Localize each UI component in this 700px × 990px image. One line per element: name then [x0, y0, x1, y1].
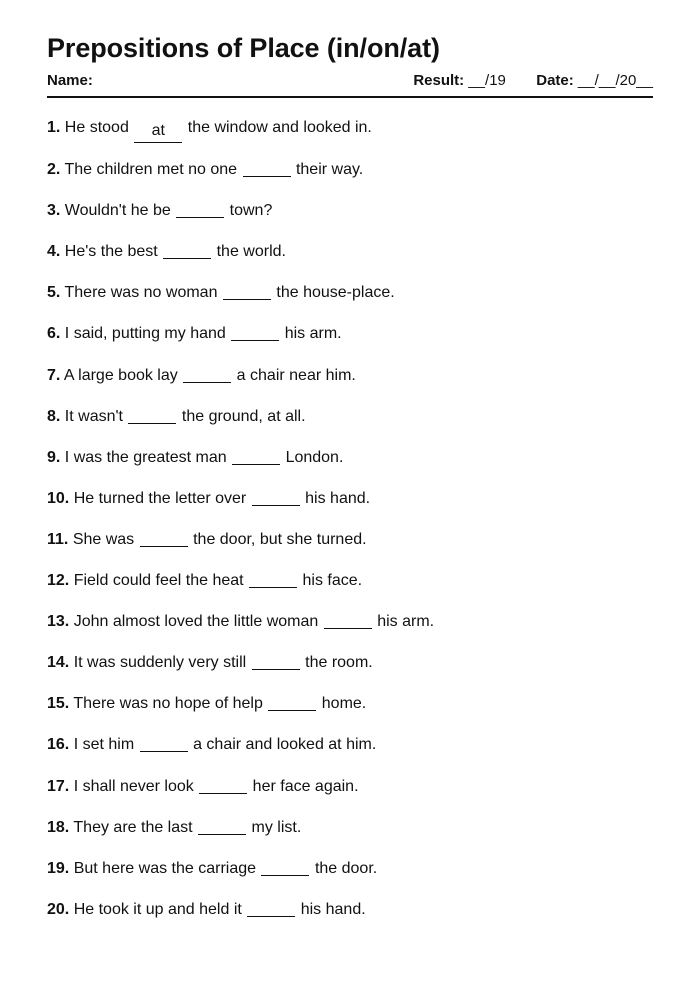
question-number: 19. — [47, 859, 70, 877]
result-date-group — [413, 71, 653, 91]
question-text-before: He took it up and held it — [73, 900, 242, 918]
result-value: __/19 — [468, 72, 506, 89]
answer-blank[interactable] — [249, 569, 297, 588]
question-text-after: a chair near him. — [236, 366, 356, 384]
question-item — [47, 199, 653, 240]
question-text-before: It was suddenly very still — [73, 654, 247, 672]
question-text-after: the door, but she turned. — [193, 530, 367, 548]
question-number: 9. — [47, 448, 61, 466]
answer-blank[interactable] — [231, 322, 279, 341]
question-text-before: But here was the carriage — [73, 859, 257, 877]
question-text-after: the window and looked in. — [187, 119, 372, 136]
question-text-before: He turned the letter over — [73, 489, 247, 507]
question-text-after: his hand. — [300, 900, 366, 918]
answer-blank[interactable] — [268, 692, 316, 711]
answer-blank[interactable] — [261, 857, 309, 876]
answer-blank[interactable] — [243, 158, 291, 177]
question-text-after: the world. — [216, 243, 286, 261]
answer-blank[interactable] — [163, 240, 211, 259]
question-text-before: There was no hope of help — [73, 695, 263, 713]
question-number: 17. — [47, 777, 70, 795]
question-number: 5. — [47, 284, 61, 302]
question-text-after: town? — [229, 202, 273, 220]
question-text-before: He's the best — [64, 243, 158, 261]
question-number: 1. — [47, 119, 61, 136]
question-number: 7. — [47, 366, 61, 384]
question-item — [47, 364, 653, 405]
question-text-after: his arm. — [284, 325, 342, 343]
question-text-before: John almost loved the little woman — [73, 613, 319, 631]
answer-blank[interactable] — [247, 898, 295, 917]
name-label: Name: — [47, 72, 93, 89]
question-item — [47, 281, 653, 322]
question-number: 8. — [47, 407, 61, 425]
question-number: 14. — [47, 654, 70, 672]
question-text-after: her face again. — [252, 777, 359, 795]
page-title: Prepositions of Place (in/on/at) — [47, 33, 440, 63]
question-item — [47, 733, 653, 774]
question-text-before: A large book lay — [63, 366, 178, 384]
answer-blank[interactable] — [199, 775, 247, 794]
question-text-after: my list. — [251, 818, 302, 836]
question-text-before: Field could feel the heat — [73, 572, 244, 590]
question-item — [47, 446, 653, 487]
question-text-after: the house-place. — [276, 284, 395, 302]
question-text-before: Wouldn't he be — [64, 202, 171, 220]
question-number: 3. — [47, 202, 61, 220]
question-text-before: He stood — [64, 119, 129, 136]
date-label: Date: — [536, 72, 574, 89]
question-text-after: a chair and looked at him. — [193, 736, 377, 754]
answer-text: at — [151, 122, 165, 139]
answer-blank[interactable] — [134, 124, 182, 143]
header-divider — [47, 96, 653, 98]
answer-blank[interactable] — [128, 405, 176, 424]
question-item — [47, 651, 653, 692]
result-label: Result: — [413, 72, 465, 89]
question-item — [47, 898, 653, 939]
question-text-before: I said, putting my hand — [64, 325, 226, 343]
question-number: 4. — [47, 243, 61, 261]
question-item — [47, 569, 653, 610]
question-text-before: It wasn't — [64, 407, 123, 425]
question-item — [47, 816, 653, 857]
question-text-before: The children met no one — [64, 161, 238, 179]
question-number: 18. — [47, 818, 70, 836]
question-text-after: his hand. — [305, 489, 371, 507]
answer-blank[interactable] — [232, 446, 280, 465]
answer-blank[interactable] — [252, 487, 300, 506]
question-item — [47, 158, 653, 199]
question-text-before: There was no woman — [64, 284, 218, 302]
question-text-before: They are the last — [73, 818, 193, 836]
question-text-before: I set him — [73, 736, 135, 754]
question-text-after: the door. — [314, 859, 378, 877]
question-item — [47, 528, 653, 569]
question-number: 20. — [47, 900, 70, 918]
question-text-after: London. — [285, 448, 344, 466]
question-number: 11. — [47, 530, 69, 548]
question-text-after: their way. — [295, 161, 364, 179]
date-value: __/__/20__ — [577, 72, 653, 89]
question-item — [47, 240, 653, 281]
question-item — [47, 610, 653, 651]
question-number: 12. — [47, 572, 70, 590]
question-item — [47, 117, 653, 158]
question-text-after: his face. — [302, 572, 363, 590]
question-text-after: his arm. — [377, 613, 435, 631]
question-item — [47, 405, 653, 446]
question-text-after: home. — [321, 695, 367, 713]
answer-blank[interactable] — [183, 364, 231, 383]
question-number: 13. — [47, 613, 70, 631]
question-item — [47, 857, 653, 898]
question-text-before: I shall never look — [73, 777, 194, 795]
question-text-after: the ground, at all. — [181, 407, 306, 425]
question-text-after: the room. — [305, 654, 373, 672]
answer-blank[interactable] — [176, 199, 224, 218]
question-item — [47, 775, 653, 816]
answer-blank[interactable] — [140, 528, 188, 547]
question-number: 6. — [47, 325, 61, 343]
question-item — [47, 487, 653, 528]
question-text-before: She was — [72, 530, 135, 548]
answer-blank[interactable] — [223, 281, 271, 300]
answer-blank[interactable] — [198, 816, 246, 835]
question-number: 2. — [47, 161, 61, 179]
worksheet-meta — [47, 71, 653, 91]
answer-blank[interactable] — [252, 651, 300, 670]
question-item — [47, 322, 653, 363]
question-list — [47, 117, 653, 939]
question-number: 10. — [47, 489, 70, 507]
question-text-before: I was the greatest man — [64, 448, 227, 466]
question-number: 16. — [47, 736, 70, 754]
answer-blank[interactable] — [140, 733, 188, 752]
question-item — [47, 692, 653, 733]
question-number: 15. — [47, 695, 70, 713]
answer-blank[interactable] — [324, 610, 372, 629]
